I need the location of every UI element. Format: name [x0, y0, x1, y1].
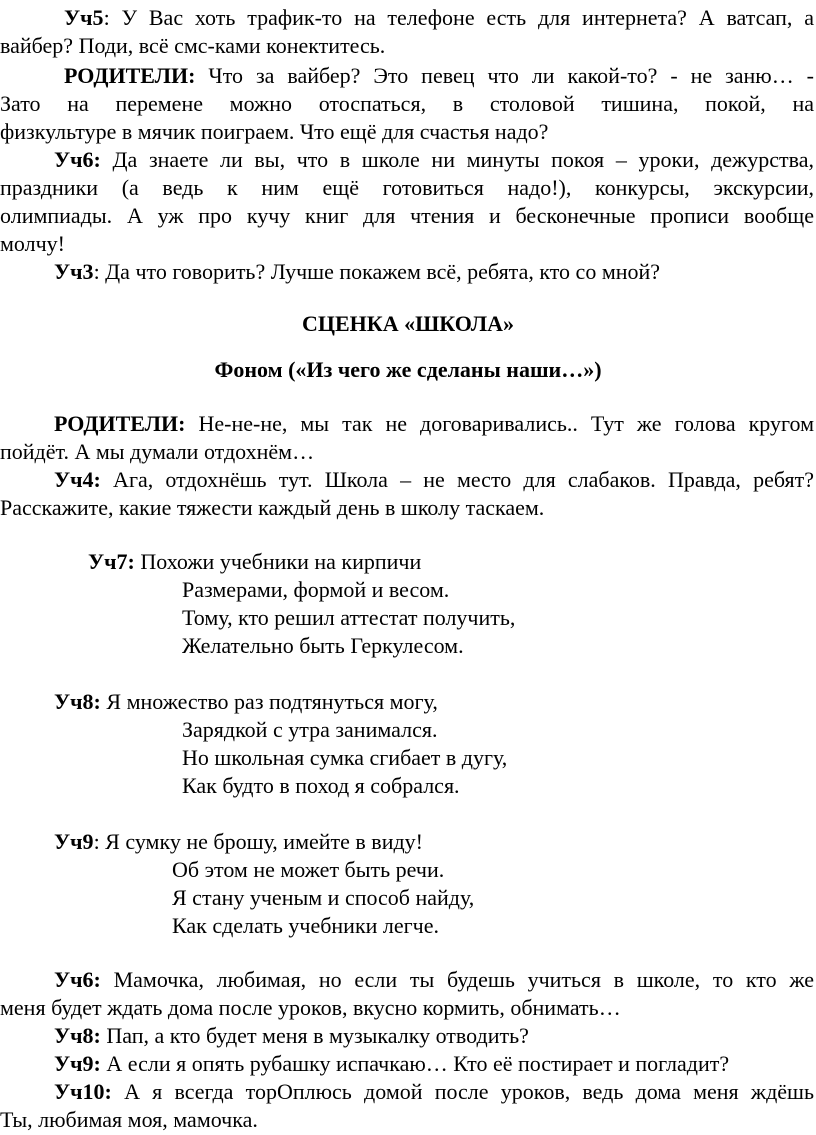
poem-text: Похожи учебники на кирпичи — [134, 549, 422, 574]
poem-line: Как сделать учебники легче. — [172, 913, 440, 938]
paragraph-line — [0, 410, 814, 438]
speaker-label: Уч10: — [54, 1079, 112, 1104]
poem-line: Зарядкой с утра занимался. — [182, 717, 438, 742]
paragraph-line: пойдёт. А мы думали отдохнём… — [0, 439, 315, 464]
paragraph-line — [0, 966, 814, 994]
poem-text: : Я сумку не брошу, имейте в виду! — [93, 829, 423, 854]
paragraph-line — [0, 146, 814, 174]
speaker-label: Уч3 — [54, 259, 94, 284]
poem-line — [0, 688, 438, 716]
speaker-label: Уч8: — [54, 689, 101, 714]
paragraph-line — [0, 1078, 814, 1106]
dialogue-text: : У Вас хоть трафик-то на телефоне есть для интернета? А ватсап, а — [103, 5, 814, 30]
speaker-label: РОДИТЕЛИ: — [64, 63, 196, 88]
paragraph-line — [0, 466, 814, 494]
speaker-label: Уч6: — [54, 147, 101, 172]
paragraph-line — [0, 1022, 529, 1050]
paragraph-line: Ты, любимая моя, мамочка. — [0, 1107, 258, 1132]
dialogue-text: А если я опять рубашку испачкаю… Кто её постирает и погладит? — [100, 1051, 730, 1076]
dialogue-text: Пап, а кто будет меня в музыкалку отводить? — [100, 1023, 529, 1048]
speaker-label: Уч8: — [54, 1023, 101, 1048]
speaker-label: Уч5 — [64, 5, 104, 30]
dialogue-text: Не-не-не, мы так не договаривались.. Тут же голова кругом — [185, 411, 814, 436]
poem-line: Размерами, формой и весом. — [182, 577, 450, 602]
paragraph-line — [0, 62, 814, 90]
paragraph-line: молчу! — [0, 231, 66, 256]
paragraph-line — [0, 258, 660, 286]
paragraph-line: меня будет ждать дома после уроков, вкусно кормить, обнимать… — [0, 995, 621, 1020]
paragraph-line — [0, 4, 814, 32]
paragraph-line: Расскажите, какие тяжести каждый день в школу таскаем. — [0, 495, 545, 520]
paragraph-line: праздники (а ведь к ним ещё готовиться надо!), конкурсы, экскурсии, — [0, 175, 814, 200]
dialogue-text: Что за вайбер? Это певец что ли какой-то? - не заню… - — [195, 63, 814, 88]
poem-line — [0, 828, 423, 856]
speaker-label: РОДИТЕЛИ: — [54, 411, 186, 436]
poem-line: Я стану ученым и способ найду, — [172, 885, 475, 910]
speaker-label: Уч9 — [54, 829, 94, 854]
poem-line: Но школьная сумка сгибает в дугу, — [182, 745, 508, 770]
poem-line: Желательно быть Геркулесом. — [182, 633, 464, 658]
paragraph-line: вайбер? Поди, всё смс-ками конектитесь. — [0, 33, 386, 58]
paragraph-line — [0, 1050, 729, 1078]
poem-text: Я множество раз подтянуться могу, — [100, 689, 438, 714]
poem-line: Тому, кто решил аттестат получить, — [182, 605, 516, 630]
speaker-label: Уч4: — [54, 467, 101, 492]
dialogue-text: Мамочка, любимая, но если ты будешь учиться в школе, то кто же — [100, 967, 814, 992]
poem-line — [0, 548, 421, 576]
scene-title: СЦЕНКА «ШКОЛА» — [302, 311, 514, 336]
speaker-label: Уч9: — [54, 1051, 101, 1076]
poem-line: Об этом не может быть речи. — [172, 857, 445, 882]
paragraph-line: олимпиады. А уж про кучу книг для чтения и бесконечные прописи вообще — [0, 203, 814, 228]
speaker-label: Уч6: — [54, 967, 101, 992]
scene-subtitle: Фоном («Из чего же сделаны наши…») — [214, 357, 602, 382]
speaker-label: Уч7: — [88, 549, 135, 574]
dialogue-text: А я всегда торОплюсь домой после уроков, ведь дома меня ждёшь — [111, 1079, 814, 1104]
dialogue-text: : Да что говорить? Лучше покажем всё, ребята, кто со мной? — [93, 259, 661, 284]
dialogue-text: Ага, отдохнёшь тут. Школа – не место для слабаков. Правда, ребят? — [100, 467, 814, 492]
poem-line: Как будто в поход я собрался. — [182, 773, 460, 798]
paragraph-line: физкультуре в мячик поиграем. Что ещё для счастья надо? — [0, 119, 549, 144]
dialogue-text: Да знаете ли вы, что в школе ни минуты покоя – уроки, дежурства, — [100, 147, 814, 172]
paragraph-line: Зато на перемене можно отоспаться, в столовой тишина, покой, на — [0, 91, 814, 116]
